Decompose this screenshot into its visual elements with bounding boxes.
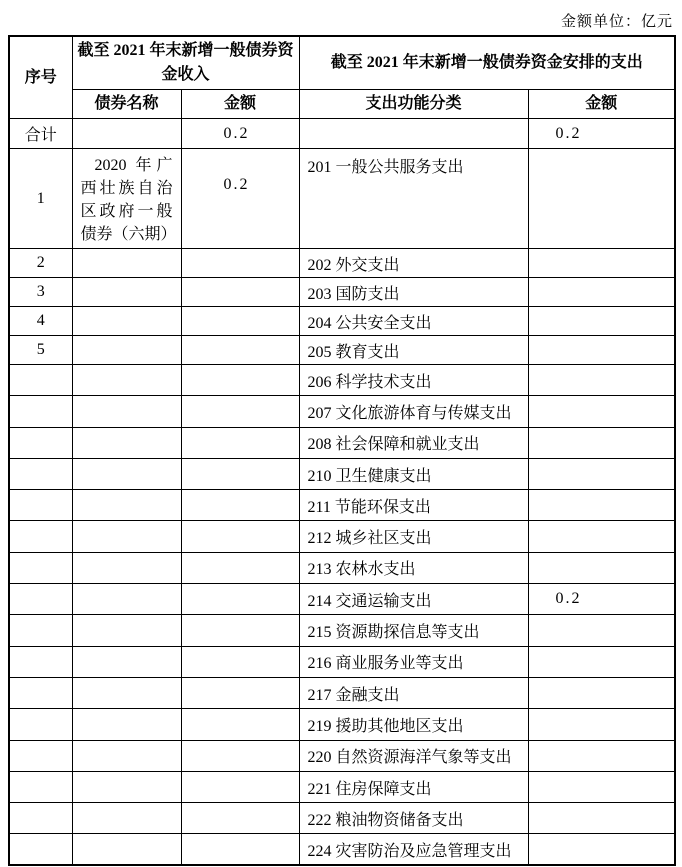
serial-cell xyxy=(9,584,72,615)
serial-cell xyxy=(9,803,72,834)
table-row xyxy=(9,119,675,149)
bond-name-cell xyxy=(72,458,181,489)
bond-name-cell xyxy=(72,740,181,771)
income-amount-cell: 0.2 xyxy=(181,149,299,249)
expense-amount-cell xyxy=(528,278,675,307)
bond-name-cell xyxy=(72,834,181,865)
table-row xyxy=(9,803,675,834)
table-row xyxy=(9,521,675,552)
table-row xyxy=(9,740,675,771)
serial-cell: 4 xyxy=(9,307,72,336)
bond-name-cell xyxy=(72,336,181,365)
income-amount-cell xyxy=(181,740,299,771)
bond-name-cell xyxy=(72,552,181,583)
expense-category-cell: 220 自然资源海洋气象等支出 xyxy=(299,740,528,771)
header-income-group: 截至 2021 年末新增一般债券资金收入 xyxy=(72,36,299,90)
expense-amount-cell xyxy=(528,709,675,740)
table-row xyxy=(9,249,675,278)
income-amount-cell xyxy=(181,677,299,708)
income-amount-cell xyxy=(181,771,299,802)
income-amount-cell xyxy=(181,249,299,278)
bond-name-cell xyxy=(72,709,181,740)
serial-cell xyxy=(9,427,72,458)
bond-name-cell xyxy=(72,278,181,307)
expense-amount-cell xyxy=(528,427,675,458)
bond-funds-table xyxy=(8,35,676,866)
table-row xyxy=(9,615,675,646)
expense-category-cell: 204 公共安全支出 xyxy=(299,307,528,336)
serial-cell: 1 xyxy=(9,149,72,249)
bond-name-cell xyxy=(72,427,181,458)
expense-category-cell: 205 教育支出 xyxy=(299,336,528,365)
income-amount-cell: 0.2 xyxy=(181,119,299,149)
header-serial-number: 序号 xyxy=(9,36,72,119)
table-row xyxy=(9,278,675,307)
table-body xyxy=(9,119,675,866)
table-row xyxy=(9,307,675,336)
expense-category-cell: 212 城乡社区支出 xyxy=(299,521,528,552)
serial-cell xyxy=(9,552,72,583)
table-row xyxy=(9,149,675,249)
bond-name-cell xyxy=(72,584,181,615)
expense-category-cell: 203 国防支出 xyxy=(299,278,528,307)
header-expense-category: 支出功能分类 xyxy=(299,90,528,119)
table-row xyxy=(9,490,675,521)
income-amount-cell xyxy=(181,490,299,521)
serial-cell: 合计 xyxy=(9,119,72,149)
expense-amount-cell xyxy=(528,336,675,365)
income-amount-cell xyxy=(181,834,299,865)
expense-amount-cell xyxy=(528,307,675,336)
bond-name-cell xyxy=(72,677,181,708)
table-row xyxy=(9,771,675,802)
expense-category-cell: 224 灾害防治及应急管理支出 xyxy=(299,834,528,865)
expense-category-cell: 210 卫生健康支出 xyxy=(299,458,528,489)
expense-amount-cell xyxy=(528,521,675,552)
expense-category-cell: 217 金融支出 xyxy=(299,677,528,708)
income-amount-cell xyxy=(181,615,299,646)
serial-cell xyxy=(9,490,72,521)
header-row-group xyxy=(9,36,675,90)
bond-name-cell xyxy=(72,521,181,552)
expense-amount-cell xyxy=(528,646,675,677)
expense-amount-cell xyxy=(528,490,675,521)
serial-cell xyxy=(9,615,72,646)
income-amount-cell xyxy=(181,709,299,740)
income-amount-cell xyxy=(181,365,299,396)
table-row xyxy=(9,677,675,708)
income-amount-cell xyxy=(181,307,299,336)
table-row xyxy=(9,646,675,677)
bond-name-cell xyxy=(72,771,181,802)
income-amount-cell xyxy=(181,427,299,458)
header-income-amount: 金额 xyxy=(181,90,299,119)
expense-amount-cell: 0.2 xyxy=(528,584,675,615)
table-row xyxy=(9,396,675,427)
income-amount-cell xyxy=(181,458,299,489)
expense-amount-cell xyxy=(528,552,675,583)
table-row xyxy=(9,584,675,615)
income-amount-cell xyxy=(181,584,299,615)
expense-category-cell: 214 交通运输支出 xyxy=(299,584,528,615)
bond-name-cell xyxy=(72,396,181,427)
serial-cell: 3 xyxy=(9,278,72,307)
income-amount-cell xyxy=(181,278,299,307)
serial-cell xyxy=(9,709,72,740)
serial-cell xyxy=(9,740,72,771)
expense-category-cell: 222 粮油物资储备支出 xyxy=(299,803,528,834)
table-row xyxy=(9,709,675,740)
expense-category-cell: 211 节能环保支出 xyxy=(299,490,528,521)
bond-name-cell xyxy=(72,365,181,396)
expense-category-cell: 216 商业服务业等支出 xyxy=(299,646,528,677)
bond-name-cell xyxy=(72,249,181,278)
table-row xyxy=(9,834,675,865)
expense-category-cell: 215 资源勘探信息等支出 xyxy=(299,615,528,646)
expense-category-cell: 213 农林水支出 xyxy=(299,552,528,583)
bond-name-cell: 2020 年广西壮族自治区政府一般债券（六期） xyxy=(72,149,181,249)
expense-amount-cell xyxy=(528,677,675,708)
table-row xyxy=(9,336,675,365)
expense-category-cell xyxy=(299,119,528,149)
expense-amount-cell xyxy=(528,365,675,396)
expense-amount-cell xyxy=(528,803,675,834)
serial-cell: 2 xyxy=(9,249,72,278)
table-row xyxy=(9,552,675,583)
bond-name-cell xyxy=(72,803,181,834)
expense-amount-cell xyxy=(528,615,675,646)
header-expense-group: 截至 2021 年末新增一般债券资金安排的支出 xyxy=(299,36,675,90)
expense-category-cell: 221 住房保障支出 xyxy=(299,771,528,802)
expense-amount-cell xyxy=(528,149,675,249)
bond-name-cell xyxy=(72,615,181,646)
serial-cell xyxy=(9,677,72,708)
expense-amount-cell xyxy=(528,771,675,802)
income-amount-cell xyxy=(181,803,299,834)
serial-cell: 5 xyxy=(9,336,72,365)
expense-amount-cell xyxy=(528,834,675,865)
expense-category-cell: 208 社会保障和就业支出 xyxy=(299,427,528,458)
income-amount-cell xyxy=(181,521,299,552)
bond-name-cell xyxy=(72,490,181,521)
expense-amount-cell xyxy=(528,396,675,427)
bond-name-cell xyxy=(72,307,181,336)
table-header xyxy=(9,36,675,119)
expense-category-cell: 219 援助其他地区支出 xyxy=(299,709,528,740)
expense-category-cell: 207 文化旅游体育与传媒支出 xyxy=(299,396,528,427)
expense-amount-cell: 0.2 xyxy=(528,119,675,149)
expense-category-cell: 201 一般公共服务支出 xyxy=(299,149,528,249)
serial-cell xyxy=(9,771,72,802)
table-row xyxy=(9,458,675,489)
income-amount-cell xyxy=(181,336,299,365)
expense-category-cell: 206 科学技术支出 xyxy=(299,365,528,396)
income-amount-cell xyxy=(181,646,299,677)
table-row xyxy=(9,365,675,396)
header-expense-amount: 金额 xyxy=(528,90,675,119)
expense-amount-cell xyxy=(528,249,675,278)
serial-cell xyxy=(9,396,72,427)
header-row-sub xyxy=(9,90,675,119)
serial-cell xyxy=(9,365,72,396)
serial-cell xyxy=(9,834,72,865)
table-row xyxy=(9,427,675,458)
header-bond-name: 债券名称 xyxy=(72,90,181,119)
bond-name-cell xyxy=(72,119,181,149)
serial-cell xyxy=(9,646,72,677)
serial-cell xyxy=(9,458,72,489)
expense-amount-cell xyxy=(528,740,675,771)
expense-category-cell: 202 外交支出 xyxy=(299,249,528,278)
income-amount-cell xyxy=(181,396,299,427)
bond-name-cell xyxy=(72,646,181,677)
expense-amount-cell xyxy=(528,458,675,489)
income-amount-cell xyxy=(181,552,299,583)
serial-cell xyxy=(9,521,72,552)
amount-unit-label: 金额单位：亿元 xyxy=(560,14,673,30)
